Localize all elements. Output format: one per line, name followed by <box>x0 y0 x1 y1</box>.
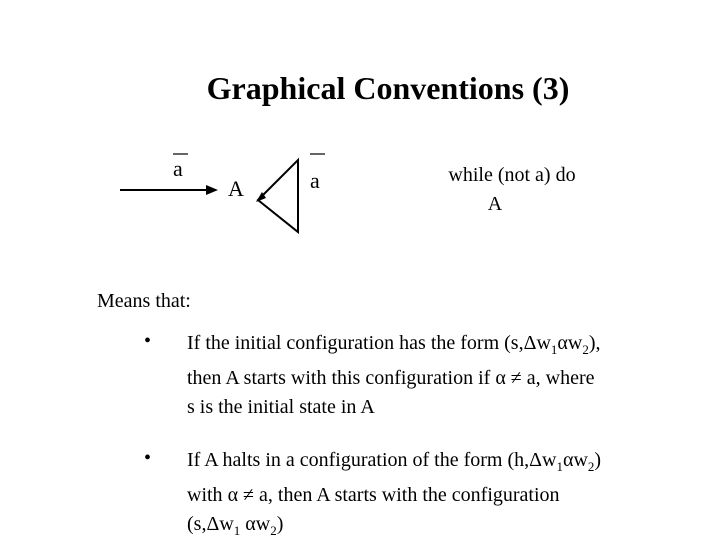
slide-title: Graphical Conventions (3) <box>206 70 570 106</box>
means-that-label: Means that: <box>97 290 191 312</box>
bullet-2-line-2: with α ≠ a, then A starts with the configuration <box>187 484 560 506</box>
left-label: a <box>173 156 183 181</box>
bullet-marker: • <box>144 330 152 352</box>
bullet-marker: • <box>144 447 152 469</box>
bullet-2 <box>187 446 707 545</box>
bullet-1-line-1: If the initial configuration has the form $(s,\Delta w_1\alpha w_2)$, <box>187 332 601 357</box>
self-loop <box>256 160 298 232</box>
node-label: A <box>228 176 244 201</box>
incoming-arrow <box>120 185 218 195</box>
code-line-2: A <box>487 193 503 215</box>
loop-label: a <box>310 168 320 193</box>
bullet-1-line-3: s is the initial state in A <box>187 396 375 418</box>
bullet-2-line-3: ($s,\Delta w_1$ $\alpha w_2$) <box>187 513 284 538</box>
bullet-1 <box>187 329 707 422</box>
code-line-1: while (not a) do <box>448 164 576 186</box>
bullet-1-line-2: then A starts with this configuration if α ≠ a, where <box>187 367 595 389</box>
bullet-2-line-1: If A halts in a configuration of the form $(h,\Delta w_1\alpha w_2)$ <box>187 449 602 474</box>
